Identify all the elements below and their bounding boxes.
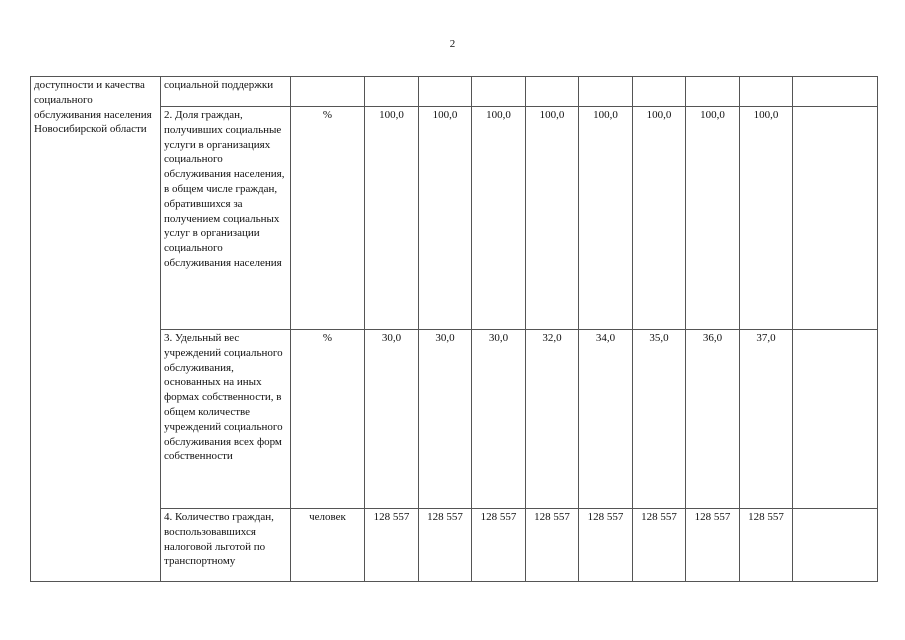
value-cell <box>365 77 419 107</box>
value-cell: 37,0 <box>740 330 793 509</box>
extra-cell <box>793 509 878 582</box>
indicator-cell: 4. Количество граждан, воспользовавшихся налоговой льготой по транспортному <box>161 509 291 582</box>
value-cell: 32,0 <box>526 330 579 509</box>
value-cell: 128 557 <box>365 509 419 582</box>
value-cell: 100,0 <box>633 107 686 330</box>
value-cell <box>579 77 633 107</box>
value-cell: 128 557 <box>472 509 526 582</box>
value-cell: 34,0 <box>579 330 633 509</box>
value-cell: 128 557 <box>419 509 472 582</box>
value-cell: 128 557 <box>740 509 793 582</box>
value-cell: 30,0 <box>365 330 419 509</box>
extra-cell <box>793 77 878 107</box>
unit-cell <box>291 77 365 107</box>
value-cell <box>686 77 740 107</box>
value-cell <box>633 77 686 107</box>
unit-cell: человек <box>291 509 365 582</box>
value-cell: 100,0 <box>419 107 472 330</box>
value-cell <box>526 77 579 107</box>
unit-cell: % <box>291 107 365 330</box>
extra-cell <box>793 107 878 330</box>
value-cell: 100,0 <box>526 107 579 330</box>
value-cell: 100,0 <box>740 107 793 330</box>
indicator-cell: 3. Удельный вес учреждений социального обслуживания, основанных на иных формах собственности, в общем количестве учреждений социального обслуживания всех форм собственности <box>161 330 291 509</box>
value-cell: 128 557 <box>686 509 740 582</box>
indicator-cell: 2. Доля граждан, получивших социальные услуги в организациях социального обслуживания населения, в общем числе граждан, обратившихся за получением социальных услуг в организации социального обслуживания населения <box>161 107 291 330</box>
value-cell: 30,0 <box>472 330 526 509</box>
value-cell <box>740 77 793 107</box>
value-cell: 35,0 <box>633 330 686 509</box>
value-cell <box>419 77 472 107</box>
value-cell: 100,0 <box>579 107 633 330</box>
value-cell: 30,0 <box>419 330 472 509</box>
value-cell: 100,0 <box>472 107 526 330</box>
value-cell: 100,0 <box>686 107 740 330</box>
value-cell <box>472 77 526 107</box>
value-cell: 128 557 <box>526 509 579 582</box>
indicators-table <box>30 76 878 582</box>
value-cell: 100,0 <box>365 107 419 330</box>
value-cell: 128 557 <box>579 509 633 582</box>
value-cell: 128 557 <box>633 509 686 582</box>
page-number: 2 <box>449 38 456 50</box>
table-row <box>31 77 878 107</box>
indicator-cell: социальной поддержки <box>161 77 291 107</box>
extra-cell <box>793 330 878 509</box>
unit-cell: % <box>291 330 365 509</box>
value-cell: 36,0 <box>686 330 740 509</box>
goal-cell: доступности и качества социального обслуживания населения Новосибирской области <box>31 77 161 582</box>
